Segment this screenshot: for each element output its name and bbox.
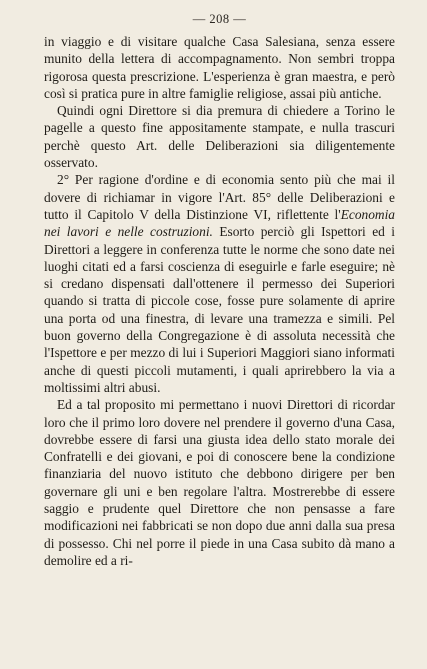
paragraph-3-before: 2° Per ragione d'ordine e di economia sento più che mai il dovere di richiamar in vigore l'Art. 85° delle Deliberazioni e tutto il Capitolo V della Distinzione VI, riflettente l' <box>44 172 395 222</box>
paragraph-2: Quindi ogni Direttore si dia premura di chiedere a Torino le pagelle a questo fine appositamente stampate, e nulla trascuri perchè questo Art. delle Deliberazioni sia diligentemente osservato. <box>44 103 395 171</box>
body-text <box>44 33 395 569</box>
page-number: — 208 — <box>192 12 247 26</box>
paragraph-3-after: Esorto perciò gli Ispettori ed i Direttori a leggere in conferenza tutte le norme che sono date nei luoghi citati ed a farsi coscienza di eseguirle e farle eseguire; nè si credano dispensati dall'ottenere il permesso dei Superiori quando si tratta di piccole cose, fosse pure solamente di aprire una porta od una finestra, di levare una tramezza e simili. Pel buon governo della Congregazione è di assoluta necessità che l'Ispettore e per mezzo di lui i Superiori Maggiori siano informati anche di questi piccoli mutamenti, i quali aprirebbero la via a moltissimi altri abusi. <box>44 224 395 395</box>
paragraph-1: in viaggio e di visitare qualche Casa Salesiana, senza essere munito della lettera di accompagnamento. Non sembri troppa rigorosa questa prescrizione. L'esperienza è gran maestra, e però così si pratica pure in altre famiglie religiose, assai più antiche. <box>44 34 395 101</box>
paragraph-4: Ed a tal proposito mi permettano i nuovi Direttori di ricordar loro che il primo loro dovere nel prendere il governo d'una Casa, dovrebbe essere di farsi una giusta idea dello stato morale dei Confratelli e dei giovani, e poi di conoscere bene la condizione finanziaria del nuovo istituto che debbono dirigere per ben governare gli uni e ben regolare l'altra. Mostrerebbe di essere saggio e prudente quel Direttore che non pensasse a fare modificazioni nei fabbricati se non dopo due anni dalla sua presa di possesso. Chi nel porre il piede in una Casa subito dà mano a demolire ed a ri- <box>44 397 395 568</box>
paragraph-3 <box>44 171 395 396</box>
paragraph-3-italic: Economia nei lavori e nelle costruzioni. <box>44 206 395 240</box>
